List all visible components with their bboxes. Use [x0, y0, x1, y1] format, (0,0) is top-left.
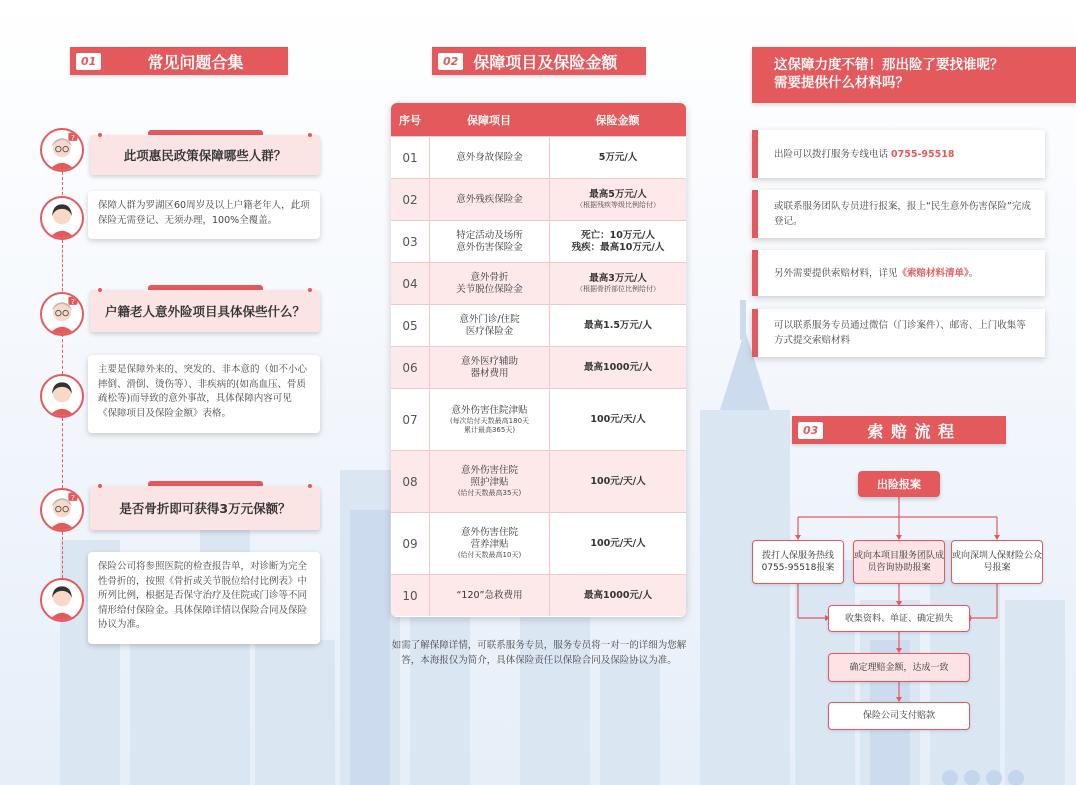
coverage-amount: 残疾：最高10万元/人	[571, 241, 665, 253]
column-header: 序号	[399, 113, 421, 127]
coverage-amount: 最高1.5万元/人	[584, 319, 652, 331]
question-box	[90, 135, 320, 175]
coverage-item: 医疗保险金	[465, 325, 514, 337]
info-card-hotline	[752, 130, 1045, 178]
header-line: 需要提供什么材料吗？	[774, 75, 909, 91]
row-number: 06	[402, 360, 418, 375]
coverage-item-cell	[429, 575, 549, 616]
svg-text:?: ?	[70, 297, 75, 306]
answer-box: 主要是保障外来的、突发的、非本意的（如不小心摔倒、滑倒、烫伤等）、非疾病的(如高血压、骨质疏松等)而导致的意外事故，具体保障内容可见《保障项目及保险金额》表格。	[88, 355, 320, 433]
coverage-item-cell	[429, 263, 549, 304]
disclaimer-note: 如需了解保障详情，可联系服务专员，服务专员将一对一的详细为您解答，本海报仅为简介，具体保险责任以保险合同及保险协议为准。	[391, 640, 687, 666]
row-number: 08	[402, 474, 418, 489]
claims-question-header	[752, 47, 1076, 103]
coverage-item: 意外伤害住院	[460, 527, 518, 538]
row-number: 05	[402, 318, 418, 333]
info-card-register	[752, 190, 1045, 238]
claim-process-section-header	[792, 416, 1006, 444]
coverage-item: 意外骨折	[470, 271, 509, 283]
table-row	[391, 450, 686, 512]
section-number: 02	[438, 53, 463, 70]
section-title: 保障项目及保险金额	[473, 52, 618, 72]
question-text: 是否骨折即可获得3万元保额？	[119, 501, 291, 516]
table-row	[391, 388, 686, 450]
table-row	[391, 346, 686, 388]
coverage-amount-cell	[549, 137, 686, 178]
dot	[308, 288, 312, 292]
table-row	[391, 574, 686, 616]
question-box	[90, 486, 320, 530]
coverage-amount: 死亡：10万元/人	[581, 229, 655, 241]
section-number: 01	[76, 53, 101, 70]
dot	[308, 484, 312, 488]
dot	[98, 133, 102, 137]
coverage-item-note: (给付天数最高35天)	[457, 489, 522, 497]
question-box	[90, 290, 320, 332]
row-number: 10	[402, 588, 418, 603]
coverage-item: 意外残疾保险金	[456, 193, 523, 205]
coverage-item: 营养津贴	[470, 539, 509, 550]
coverage-item: 照护津贴	[470, 477, 509, 488]
coverage-item: 器材费用	[470, 367, 509, 379]
svg-text:?: ?	[70, 493, 75, 502]
answer-box: 保障人群为罗湖区60周岁及以上户籍老年人，此项保险无需登记、无须办理，100%全覆盖。	[88, 191, 320, 239]
table-header	[391, 103, 686, 136]
coverage-amount-cell	[549, 263, 686, 304]
header-line: 这保障力度不错！那出险了要找谁呢？	[774, 57, 1004, 73]
coverage-item-cell	[429, 389, 549, 450]
elder-avatar-icon	[40, 128, 84, 172]
coverage-item-note: (每次给付天数最高180天 累计最高365天)	[449, 416, 530, 434]
coverage-item-cell	[429, 451, 549, 512]
coverage-amount: 100元/天/人	[590, 475, 646, 487]
coverage-amount: 最高3万元/人	[589, 273, 647, 284]
table-row	[391, 178, 686, 220]
flow-option-hotline: 拨打人保服务热线0755-95518报案	[752, 540, 844, 584]
coverage-item-cell	[429, 137, 549, 178]
flow-step-collect: 收集资料、单证、确定损失	[828, 605, 970, 632]
question-text: 户籍老人意外险项目具体保些什么？	[104, 304, 305, 319]
flow-option-team: 或向本项目服务团队成员咨询协助报案	[853, 540, 945, 584]
table-row	[391, 304, 686, 346]
coverage-item-cell	[429, 179, 549, 220]
coverage-amount-note: （根据残疾等级比例给付）	[576, 201, 660, 209]
service-staff-avatar-icon	[40, 578, 84, 622]
info-card-materials	[752, 250, 1045, 296]
info-text: 可以联系服务专员通过微信（门诊案件）、邮寄、上门收集等方式提交索赔材料	[774, 320, 1026, 346]
answer-box: 保险公司将参照医院的检查报告单，对诊断为完全性骨折的，按照《骨折或关节脱位给付比例表》中所列比例，根据是否保守治疗及住院或门诊等不同情形给付保险金。具体保障详情以保险合同及保险协议为准。	[88, 552, 320, 644]
coverage-amount-cell	[549, 513, 686, 574]
coverage-item-cell	[429, 305, 549, 346]
coverage-item-cell	[429, 347, 549, 388]
section-number: 03	[798, 422, 823, 439]
coverage-amount: 5万元/人	[598, 151, 638, 163]
table-row	[391, 512, 686, 574]
row-number: 04	[402, 276, 418, 291]
coverage-amount: 最高1000元/人	[584, 361, 652, 373]
coverage-item: 意外身故保险金	[456, 151, 523, 163]
hotline-number[interactable]: 0755-95518	[891, 148, 955, 160]
column-header: 保险金额	[595, 113, 640, 127]
section-title: 索 赔 流 程	[867, 421, 956, 441]
timeline-line	[62, 418, 63, 488]
info-text: 另外需要提供索赔材料，详见	[774, 267, 898, 279]
coverage-amount-cell	[549, 305, 686, 346]
dot	[98, 288, 102, 292]
row-number: 02	[402, 192, 418, 207]
info-text-end: 。	[968, 267, 979, 279]
coverage-amount: 最高1000元/人	[584, 589, 652, 601]
coverage-amount-cell	[549, 179, 686, 220]
row-number: 03	[402, 234, 418, 249]
table-row	[391, 262, 686, 304]
coverage-amount: 最高5万元/人	[589, 189, 647, 200]
timeline-line	[62, 240, 63, 296]
row-number: 01	[402, 150, 418, 165]
column-header: 保障项目	[467, 113, 511, 127]
coverage-section-header	[432, 47, 646, 75]
coverage-item-note: (给付天数最高10天)	[457, 551, 522, 559]
service-staff-avatar-icon	[40, 374, 84, 418]
coverage-item: 意外伤害保险金	[456, 241, 523, 253]
info-text: 出险可以拨打服务专线电话	[774, 148, 889, 160]
coverage-item: 意外门诊/住院	[459, 313, 520, 325]
coverage-amount-cell	[549, 451, 686, 512]
coverage-item: 意外伤害住院	[460, 465, 518, 476]
question-text: 此项惠民政策保障哪些人群？	[123, 148, 287, 163]
svg-text:?: ?	[70, 133, 75, 142]
coverage-item: 意外医疗辅助	[460, 355, 518, 367]
dot	[308, 133, 312, 137]
coverage-amount: 100元/天/人	[590, 413, 646, 425]
info-text: 或联系服务团队专员进行报案，报上“民生意外伤害保险”完成登记。	[774, 201, 1031, 227]
coverage-amount-note: （根据骨折部位比例给付）	[576, 285, 660, 293]
section-title: 常见问题合集	[147, 52, 244, 72]
coverage-table	[391, 103, 686, 617]
table-row	[391, 220, 686, 262]
coverage-amount-cell	[549, 389, 686, 450]
row-number: 09	[402, 536, 418, 551]
coverage-item: “120”急救费用	[456, 589, 523, 601]
coverage-item: 关节脱位保险金	[456, 283, 523, 295]
flow-step-pay: 保险公司支付赔款	[828, 702, 970, 730]
coverage-item: 特定活动及场所	[456, 229, 523, 241]
coverage-amount-cell	[549, 575, 686, 616]
elder-avatar-icon	[40, 292, 84, 336]
row-number: 07	[402, 412, 418, 427]
service-staff-avatar-icon	[40, 196, 84, 240]
coverage-amount-cell	[549, 347, 686, 388]
materials-list-link[interactable]: 《索赔材料清单》	[897, 267, 969, 279]
table-body	[391, 136, 686, 616]
timeline-line	[62, 532, 63, 578]
table-row	[391, 136, 686, 178]
flow-start-report: 出险报案	[858, 471, 940, 497]
coverage-item: 意外伤害住院津贴	[451, 404, 528, 416]
flow-step-confirm: 确定理赔金额，达成一致	[828, 653, 970, 682]
info-card-submit	[752, 309, 1045, 357]
flow-option-wechat: 或向深圳人保财险公众号报案	[951, 540, 1043, 584]
dot	[98, 484, 102, 488]
timeline-line	[62, 334, 63, 374]
coverage-item-cell	[429, 221, 549, 262]
coverage-amount-cell	[549, 221, 686, 262]
faq-section-header	[70, 47, 288, 75]
elder-avatar-icon	[40, 488, 84, 532]
coverage-amount: 100元/天/人	[590, 537, 646, 549]
coverage-item-cell	[429, 513, 549, 574]
